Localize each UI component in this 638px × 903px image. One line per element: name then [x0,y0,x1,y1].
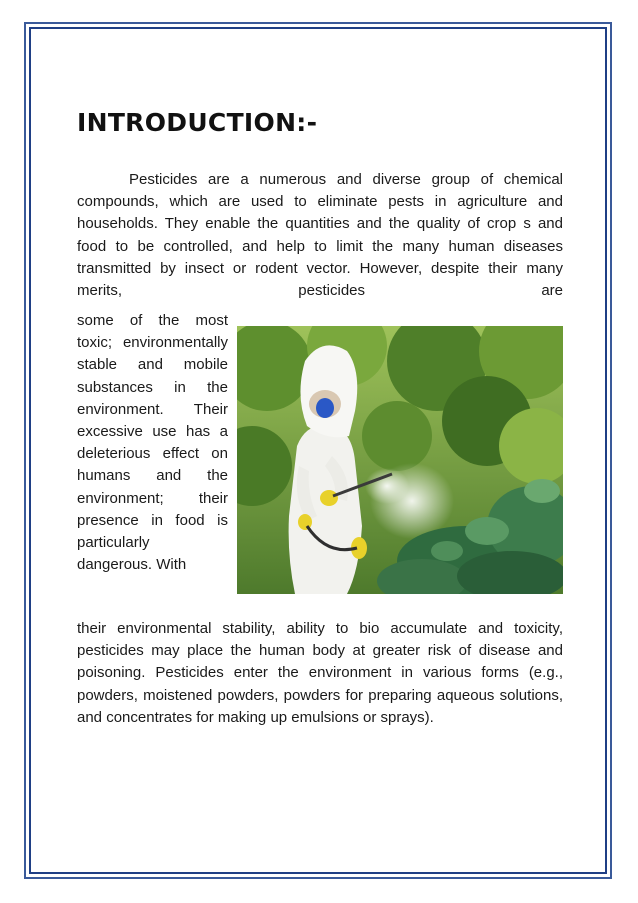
paragraph-intro-text: Pesticides are a numerous and diverse group of chemical compounds, which are used to eliminate pests in agriculture and households. They enable the quantities and the quality of crop s and food to be controlled, and help to limit the many human diseases transmitted by insect or rodent vector. However, despite their many merits, pesticides are [77,171,563,300]
section-heading: INTRODUCTION:- [77,108,318,137]
paragraph-intro [77,169,563,302]
paragraph-side: some of the most toxic; environmentally stable and mobile substances in the environment. Their excessive use has a deleterious effect on humans and the environment; their presence in food is particularly dangerous. With [77,312,228,574]
photo-illustration [237,326,563,594]
paragraph-continued: their environmental stability, ability to bio accumulate and toxicity, pesticides may place the human body at greater risk of disease and poisoning. Pesticides enter the environment in various forms (e.g., powders, moistened powders, powders for preparing aqueous solutions, and concentrates for making up emulsions or sprays). [77,620,563,726]
worker-spraying-pesticide-image [237,326,563,594]
